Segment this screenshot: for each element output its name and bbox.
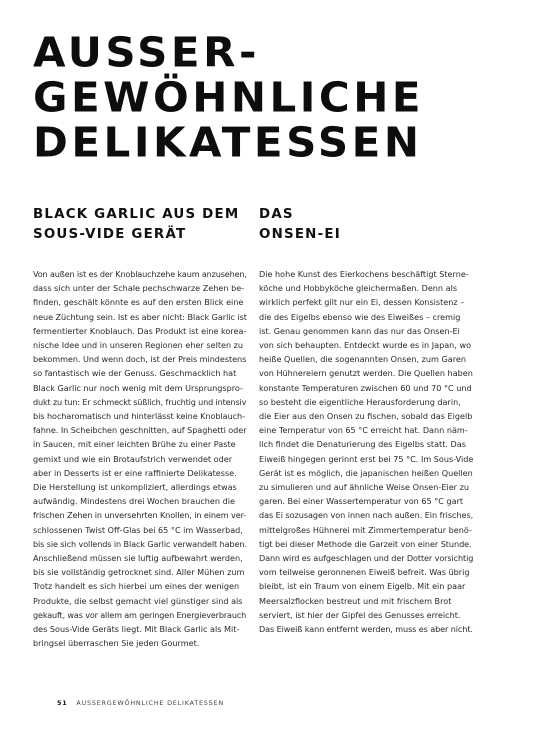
body-text-line: bringsel überraschen Sie jeden Gourmet.	[33, 638, 200, 649]
right-section-title	[259, 205, 473, 247]
section-title-line: SOUS-VIDE GERÄT	[33, 227, 187, 242]
body-text-line: von sich behaupten. Entdeckt wurde es in Japan, wo	[259, 340, 472, 351]
body-text-line: so fantastisch wie der Genuss. Geschmacklich hat	[33, 368, 237, 379]
body-text-line: heiße Quellen, die sogenannten Onsen, zum Garen	[259, 354, 466, 365]
body-text-line: wirklich perfekt gilt nur ein Ei, dessen Konsistenz –	[259, 297, 465, 308]
body-text-line: aufwändig. Mindestens drei Wochen brauchen die	[33, 496, 235, 507]
body-text-line: Meersalzflocken bestreut und mit frischem Brot	[259, 595, 452, 606]
body-text-line: das Ei sozusagen von innen nach außen. Ein frisches,	[259, 510, 473, 521]
headline-line: DELIKATESSEN	[33, 118, 423, 167]
body-text-line: garen. Bei einer Wassertemperatur von 65 °C gart	[259, 496, 464, 507]
body-text-line: mittelgroßes Hühnerei mit Zimmertemperatur benö-	[259, 524, 472, 535]
body-text-line: schlossenen Twist Off-Glas bei 65 °C im Wasserbad,	[33, 524, 243, 535]
body-text-line: des Sous-Vide Geräts liegt. Mit Black Garlic als Mit-	[33, 624, 240, 635]
left-column	[33, 205, 247, 650]
page-footer	[57, 699, 224, 707]
body-text-line: lich findet die Denaturierung des Eigelbs statt. Das	[259, 439, 466, 450]
body-text-line: dass sich unter der Schale pechschwarze Zehen be-	[33, 283, 245, 294]
body-text-line: gekauft, was vor allem am geringen Energieverbrauch	[33, 609, 247, 620]
left-section-title	[33, 205, 247, 247]
section-title-line: DAS	[259, 207, 294, 222]
page-headline	[33, 30, 533, 165]
body-text-line: Produkte, die selbst gemacht viel günstiger sind als	[33, 595, 243, 606]
page-number: 51	[57, 699, 68, 707]
body-text-line: Anschließend müssen sie luftig aufbewahrt werden,	[33, 553, 243, 564]
section-title-line: BLACK GARLIC AUS DEM	[33, 207, 240, 222]
body-text-line: Trotz handelt es sich hierbei um eines der wenigen	[33, 581, 240, 592]
left-body-text	[33, 267, 247, 650]
body-text-line: konstante Temperaturen zwischen 60 und 70 °C und	[259, 382, 472, 393]
body-text-line: so besteht die eigentliche Herausforderung darin,	[259, 396, 461, 407]
body-text-line: tigt bei dieser Methode die Garzeit von einer Stunde.	[259, 538, 472, 549]
body-text-line: dukt zu tun: Er schmeckt süßlich, fruchtig und intensiv	[33, 396, 247, 407]
running-title: AUSSERGEWÖHNLICHE DELIKATESSEN	[76, 699, 224, 707]
body-text-line: Die hohe Kunst des Eierkochens beschäftigt Sterne-	[259, 269, 469, 279]
headline-line: GEWÖHNLICHE	[33, 73, 425, 122]
body-text-line: gemixt und wie ein Brotaufstrich verwendet oder	[33, 453, 233, 464]
body-text-line: in Saucen, mit einer leichten Brühe zu einer Paste	[33, 439, 236, 450]
body-text-line: neue Züchtung sein. Ist es aber nicht: Black Garlic ist	[33, 311, 247, 322]
body-text-line: Die Herstellung ist unkompliziert, allerdings etwas	[33, 482, 237, 493]
body-text-line: eine Temperatur von 65 °C erreicht hat. Dann näm-	[259, 425, 468, 436]
body-text-line: Das Eiweiß kann entfernt werden, muss es aber nicht.	[259, 624, 473, 635]
body-text-line: frischen Zehen in unversehrten Knollen, in einem ver-	[33, 510, 247, 521]
body-text-line: bis sie vollständig getrocknet sind. Aller Mühen zum	[33, 567, 245, 578]
right-column	[259, 205, 473, 636]
body-text-line: die des Eigelbs ebenso wie des Eiweißes – cremig	[259, 311, 461, 322]
headline-line: AUSSER-	[33, 28, 260, 77]
body-text-line: bekommen. Und wenn doch, ist der Preis mindestens	[33, 354, 247, 365]
body-text-line: Dann wird es aufgeschlagen und der Dotter vorsichtig	[259, 553, 473, 564]
right-body-text	[259, 267, 473, 636]
body-text-line: die Eier aus den Onsen zu fischen, sobald das Eigelb	[259, 411, 473, 422]
body-text-line: bis sie sich vollends in Black Garlic verwandelt haben.	[33, 538, 247, 549]
body-text-line: serviert, ist hier der Gipfel des Genusses erreicht.	[259, 609, 461, 620]
body-text-line: fermentierter Knoblauch. Das Produkt ist eine korea-	[33, 325, 247, 336]
body-text-line: Gerät ist es möglich, die japanischen heißen Quellen	[259, 467, 473, 478]
section-title-line: ONSEN-EI	[259, 227, 341, 242]
body-text-line: fahne. In Scheibchen geschnitten, auf Spaghetti oder	[33, 425, 247, 436]
body-text-line: Von außen ist es der Knoblauchzehe kaum anzusehen,	[33, 269, 247, 279]
body-text-line: finden, geschält könnte es auf den ersten Blick eine	[33, 297, 244, 308]
body-text-line: zu simulieren und auf ähnliche Weise Onsen-Eier zu	[259, 482, 469, 493]
body-text-line: bleibt, ist ein Traum von einem Eigelb. Mit ein paar	[259, 581, 466, 592]
body-text-line: nische Idee und in unseren Regionen eher selten zu	[33, 340, 244, 351]
body-text-line: Black Garlic nur noch wenig mit dem Ursprungspro-	[33, 382, 243, 393]
body-text-line: ist. Genau genommen kann das nur das Onsen-Ei	[259, 325, 460, 336]
body-text-line: Eiweiß hingegen gerinnt erst bei 75 °C. Im Sous-Vide	[259, 453, 473, 464]
body-text-line: von Hühnereiern genutzt werden. Die Quellen haben	[259, 368, 473, 379]
body-text-line: aber in Desserts ist er eine raffinierte Delikatesse.	[33, 467, 237, 478]
body-text-line: vom teilweise geronnenen Eiweiß befreit. Was übrig	[259, 567, 470, 578]
body-text-line: köche und Hobbyköche gleichermaßen. Denn als	[259, 283, 458, 294]
body-text-line: bis hocharomatisch und hinterlässt keine Knoblauch-	[33, 411, 246, 422]
